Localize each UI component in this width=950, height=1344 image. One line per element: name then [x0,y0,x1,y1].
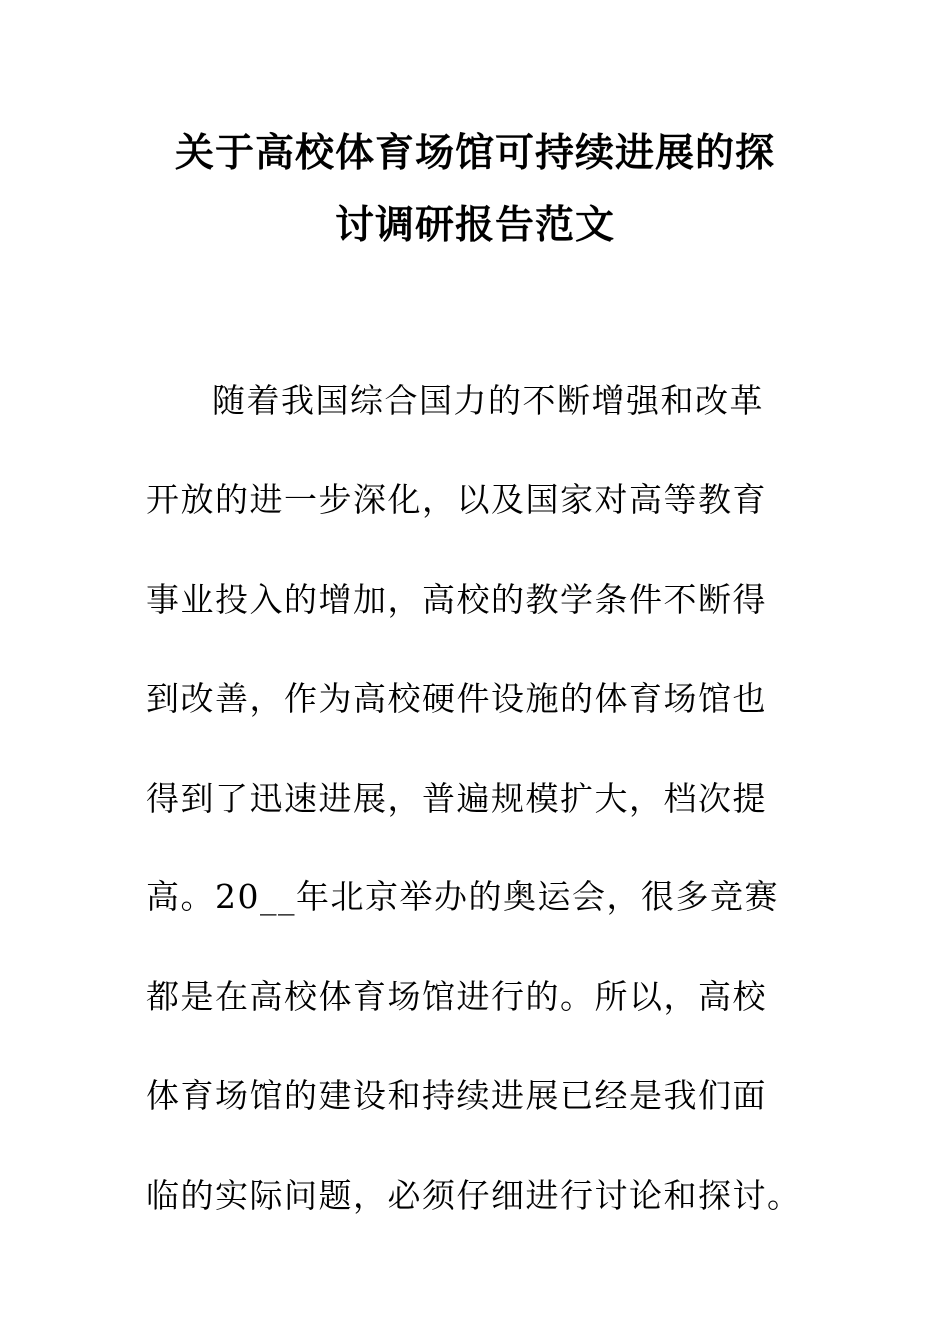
body-line: 到改善，作为高校硬件设施的体育场馆也 [146,679,767,718]
body-line: 随着我国综合国力的不断增强和改革 [212,381,764,420]
document-title-line-2: 讨调研报告范文 [334,203,615,248]
body-line: 开放的进一步深化，以及国家对高等教育 [146,480,767,519]
body-line: 体育场馆的建设和持续进展已经是我们面 [146,1076,767,1115]
body-line: 得到了迅速进展，普遍规模扩大，档次提 [146,779,767,818]
body-line: 事业投入的增加，高校的教学条件不断得 [146,580,767,619]
document-title-line-1: 关于高校体育场馆可持续进展的探 [174,131,775,176]
body-line: 临的实际问题，必须仔细进行讨论和探讨。 [146,1176,802,1215]
body-line: 都是在高校体育场馆进行的。所以，高校 [146,977,767,1016]
body-line: 高。20__年北京举办的奥运会，很多竞赛 [146,877,779,916]
